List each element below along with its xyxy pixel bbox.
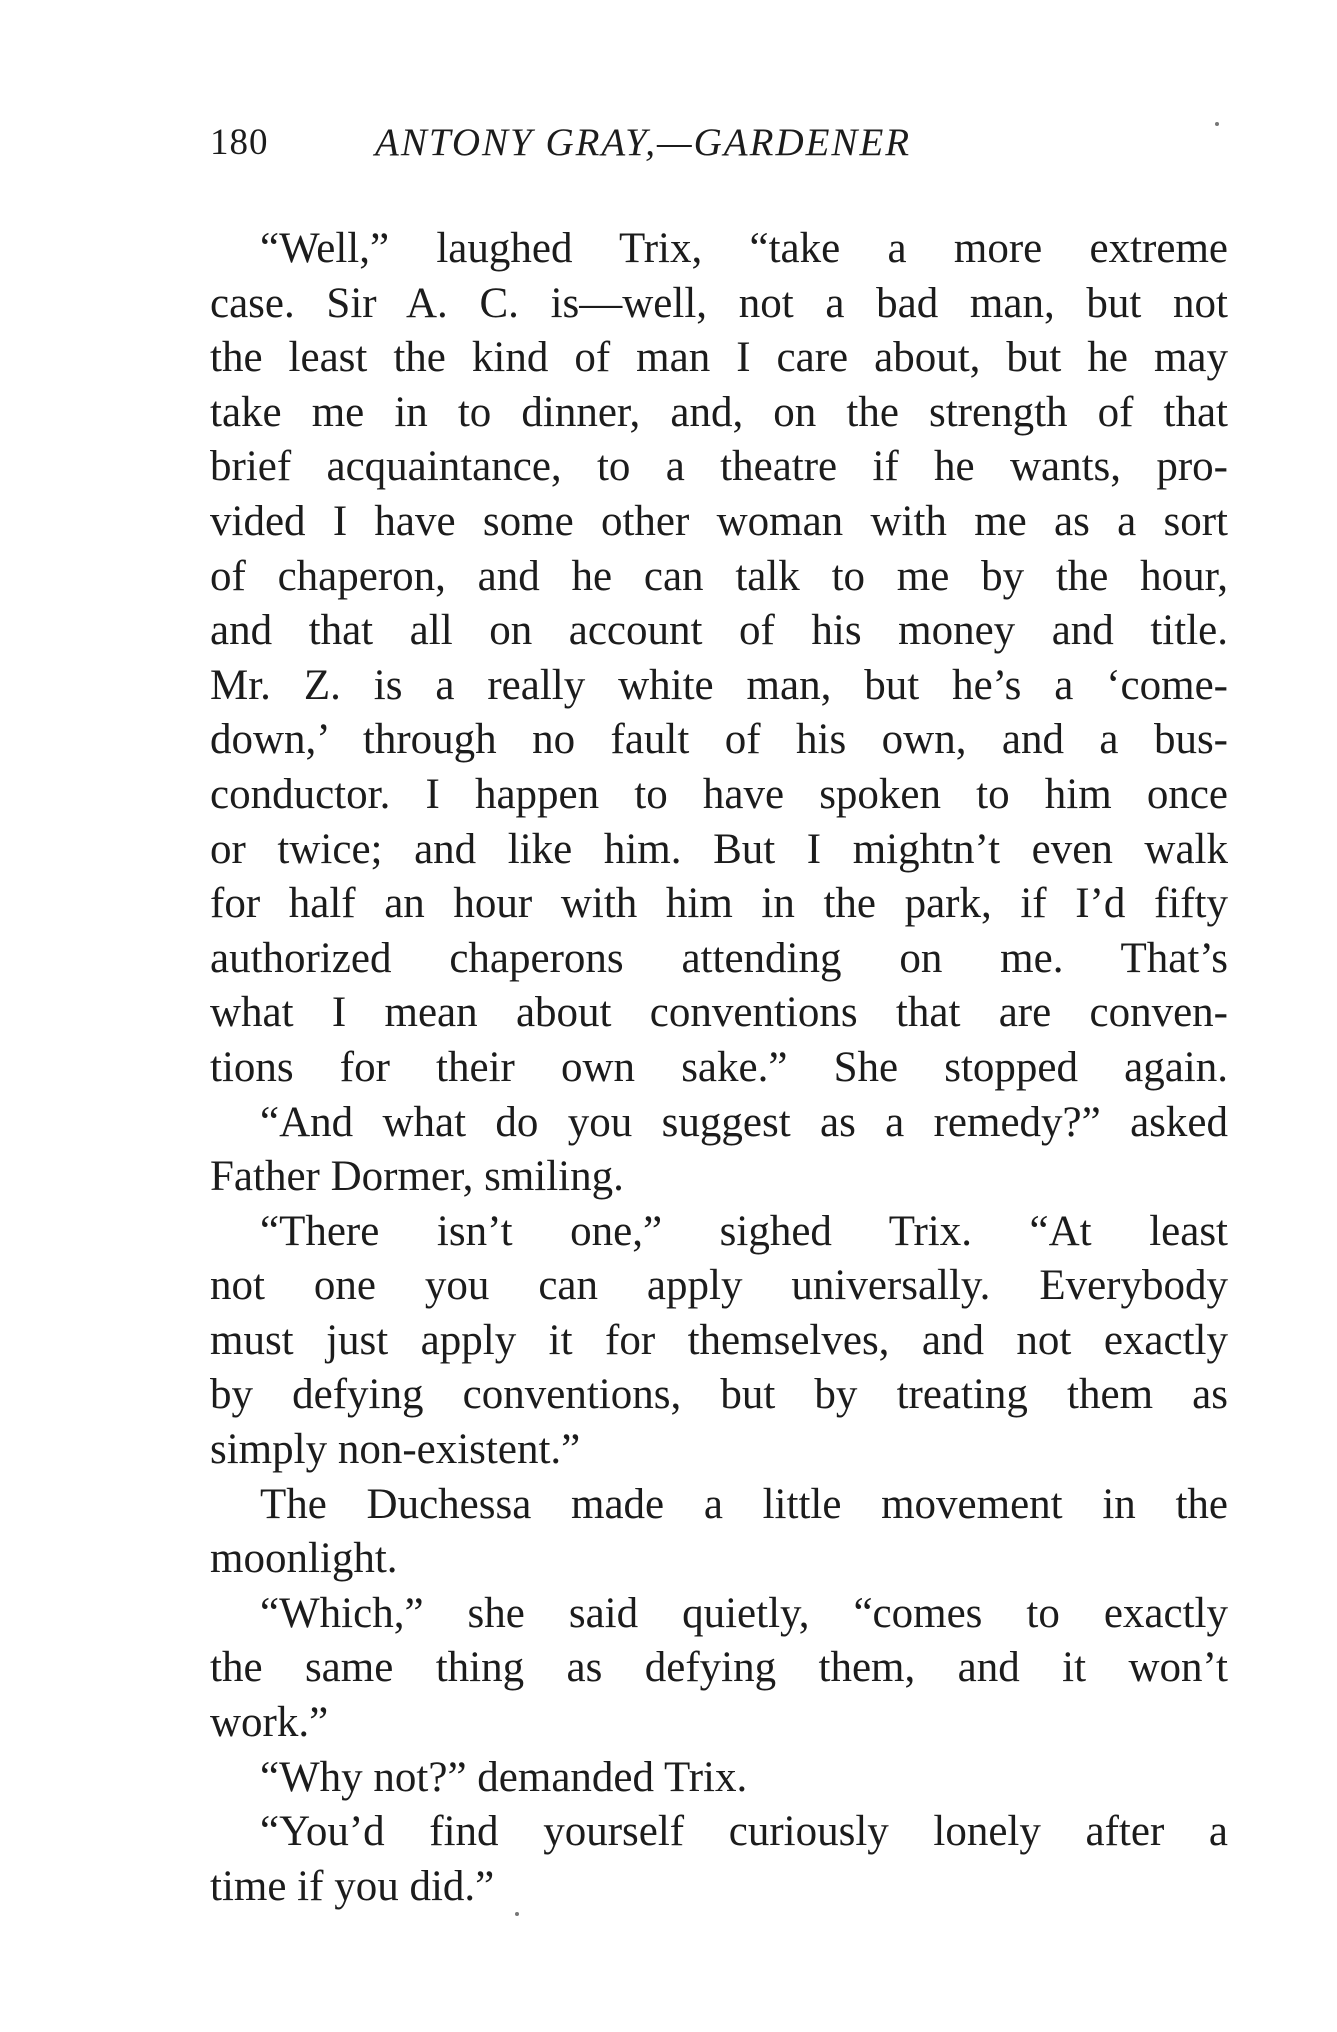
text-line: of chaperon, and he can talk to me by the hour, [210, 552, 1228, 600]
page-number: 180 [210, 122, 269, 163]
text-line: conductor. I happen to have spoken to him once [210, 770, 1228, 818]
text-line: by defying conventions, but by treating them as [210, 1371, 1228, 1419]
text-line: work.” [210, 1699, 329, 1747]
text-line: not one you can apply universally. Everybody [210, 1262, 1228, 1310]
body-text [210, 222, 1228, 1914]
text-line: tions for their own sake.” She stopped again. [210, 1043, 1228, 1091]
text-line: Father Dormer, smiling. [210, 1153, 624, 1201]
text-line: vided I have some other woman with me as a sort [210, 497, 1228, 545]
text-line: brief acquaintance, to a theatre if he wants, pro- [210, 443, 1228, 491]
text-line: what I mean about conventions that are conven- [210, 989, 1228, 1037]
running-title: ANTONY GRAY,—GARDENER [375, 121, 912, 164]
page-header [210, 118, 1090, 168]
text-line: must just apply it for themselves, and not exactly [210, 1316, 1228, 1364]
text-line: simply non-existent.” [210, 1426, 581, 1474]
scan-speck [1215, 122, 1219, 126]
text-line: moonlight. [210, 1535, 398, 1583]
text-line: and that all on account of his money and title. [210, 607, 1228, 655]
text-line: “Well,” laughed Trix, “take a more extreme [260, 225, 1228, 272]
text-line: “And what do you suggest as a remedy?” asked [260, 1098, 1228, 1146]
text-line: case. Sir A. C. is—well, not a bad man, but not [210, 279, 1228, 327]
text-line: authorized chaperons attending on me. That’s [210, 934, 1228, 982]
text-line: Mr. Z. is a really white man, but he’s a ‘come- [210, 661, 1228, 709]
text-line: take me in to dinner, and, on the strength of that [210, 388, 1228, 436]
text-line: the least the kind of man I care about, but he may [210, 334, 1228, 382]
text-line: or twice; and like him. But I mightn’t even walk [210, 825, 1228, 873]
text-line: “Which,” she said quietly, “comes to exactly [260, 1589, 1228, 1637]
text-line: “You’d find yourself curiously lonely after a [260, 1808, 1228, 1856]
text-line: “Why not?” demanded Trix. [260, 1753, 748, 1801]
text-line: down,’ through no fault of his own, and a bus- [210, 716, 1228, 764]
text-line: time if you did.” [210, 1862, 495, 1910]
scan-speck [515, 1912, 519, 1916]
text-line: the same thing as defying them, and it won’t [210, 1644, 1228, 1692]
text-line: for half an hour with him in the park, if I’d fifty [210, 880, 1228, 928]
text-line: The Duchessa made a little movement in the [260, 1480, 1228, 1528]
text-line: “There isn’t one,” sighed Trix. “At least [260, 1207, 1228, 1255]
